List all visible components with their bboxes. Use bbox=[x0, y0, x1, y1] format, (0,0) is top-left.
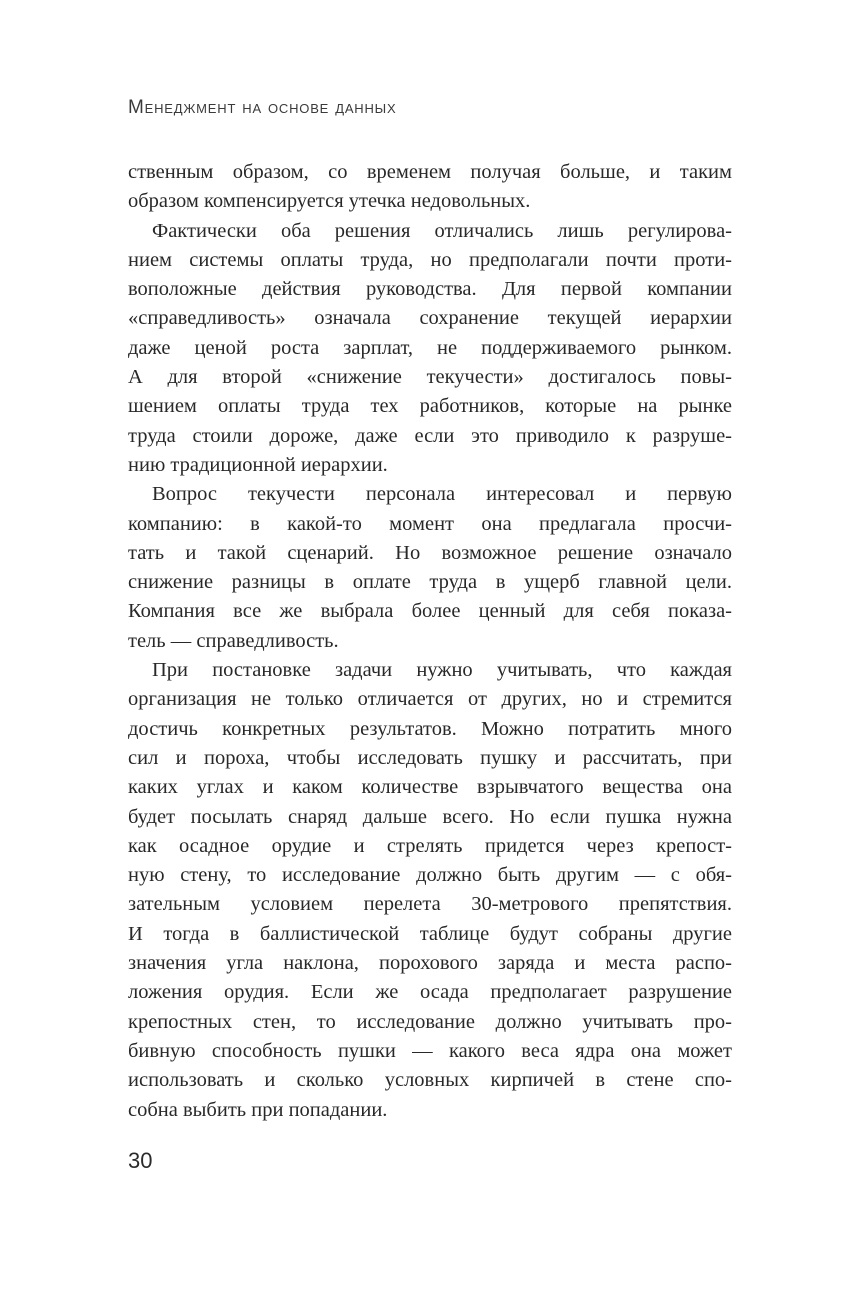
text-line: снижение разницы в оплате труда в ущерб главной цели. bbox=[128, 571, 732, 594]
text-line: ственным образом, со временем получая больше, и таким bbox=[128, 161, 732, 183]
text-line: Компания все же выбрала более ценный для себя показа- bbox=[128, 600, 732, 623]
text-line: использовать и сколько условных кирпичей в стене спо- bbox=[128, 1069, 732, 1092]
text-line: образом компенсируется утечка недовольных. bbox=[128, 190, 531, 213]
text-line: тать и такой сценарий. Но возможное решение означало bbox=[128, 541, 732, 564]
text-line: каких углах и каком количестве взрывчатого вещества она bbox=[128, 776, 732, 799]
text-line: При постановке задачи нужно учитывать, что каждая bbox=[152, 659, 732, 682]
text-line: нию традиционной иерархии. bbox=[128, 453, 388, 476]
text-line: крепостных стен, то исследование должно учитывать про- bbox=[128, 1010, 732, 1033]
page-number: 30 bbox=[128, 1148, 153, 1173]
running-header bbox=[128, 97, 396, 119]
text-line: воположные действия руководства. Для первой компании bbox=[128, 278, 732, 301]
text-line: И тогда в баллистической таблице будут собраны другие bbox=[128, 922, 732, 945]
text-line: зательным условием перелета 30-метрового препятствия. bbox=[128, 893, 732, 916]
text-line: даже ценой роста зарплат, не поддерживаемого рынком. bbox=[128, 336, 732, 359]
paragraph bbox=[128, 656, 732, 1125]
text-line: Фактически оба решения отличались лишь регулирова- bbox=[152, 219, 732, 242]
text-line: как осадное орудие и стрелять придется через крепост- bbox=[128, 834, 732, 857]
text-line: Вопрос текучести персонала интересовал и первую bbox=[152, 483, 732, 506]
text-line: организация не только отличается от других, но и стремится bbox=[128, 688, 732, 711]
text-line: «справедливость» означала сохранение текущей иерархии bbox=[128, 307, 732, 330]
paragraph bbox=[128, 158, 732, 217]
text-line: бивную способность пушки — какого веса ядра она может bbox=[128, 1039, 732, 1062]
paragraph bbox=[128, 480, 732, 656]
text-line: сил и пороха, чтобы исследовать пушку и рассчитать, при bbox=[128, 746, 732, 769]
text-line: достичь конкретных результатов. Можно потратить много bbox=[128, 717, 732, 740]
text-line: компанию: в какой-то момент она предлагала просчи- bbox=[128, 512, 732, 535]
text-line: ную стену, то исследование должно быть другим — с обя- bbox=[128, 864, 732, 887]
text-line: труда стоили дороже, даже если это приводило к разруше- bbox=[128, 424, 732, 447]
text-line: значения угла наклона, порохового заряда и места распо- bbox=[128, 952, 732, 975]
text-line: собна выбить при попадании. bbox=[128, 1098, 388, 1121]
text-line: тель — справедливость. bbox=[128, 629, 339, 652]
paragraph bbox=[128, 217, 732, 481]
text-line: будет посылать снаряд дальше всего. Но если пушка нужна bbox=[128, 805, 732, 828]
text-line: ложения орудия. Если же осада предполагает разрушение bbox=[128, 981, 732, 1004]
text-line: нием системы оплаты труда, но предполагали почти проти- bbox=[128, 248, 732, 271]
text-line: А для второй «снижение текучести» достигалось повы- bbox=[128, 366, 732, 389]
body-text bbox=[128, 158, 732, 1125]
text-line: шением оплаты труда тех работников, которые на рынке bbox=[128, 395, 732, 418]
running-title: Менеджмент на основе данных bbox=[128, 97, 397, 118]
